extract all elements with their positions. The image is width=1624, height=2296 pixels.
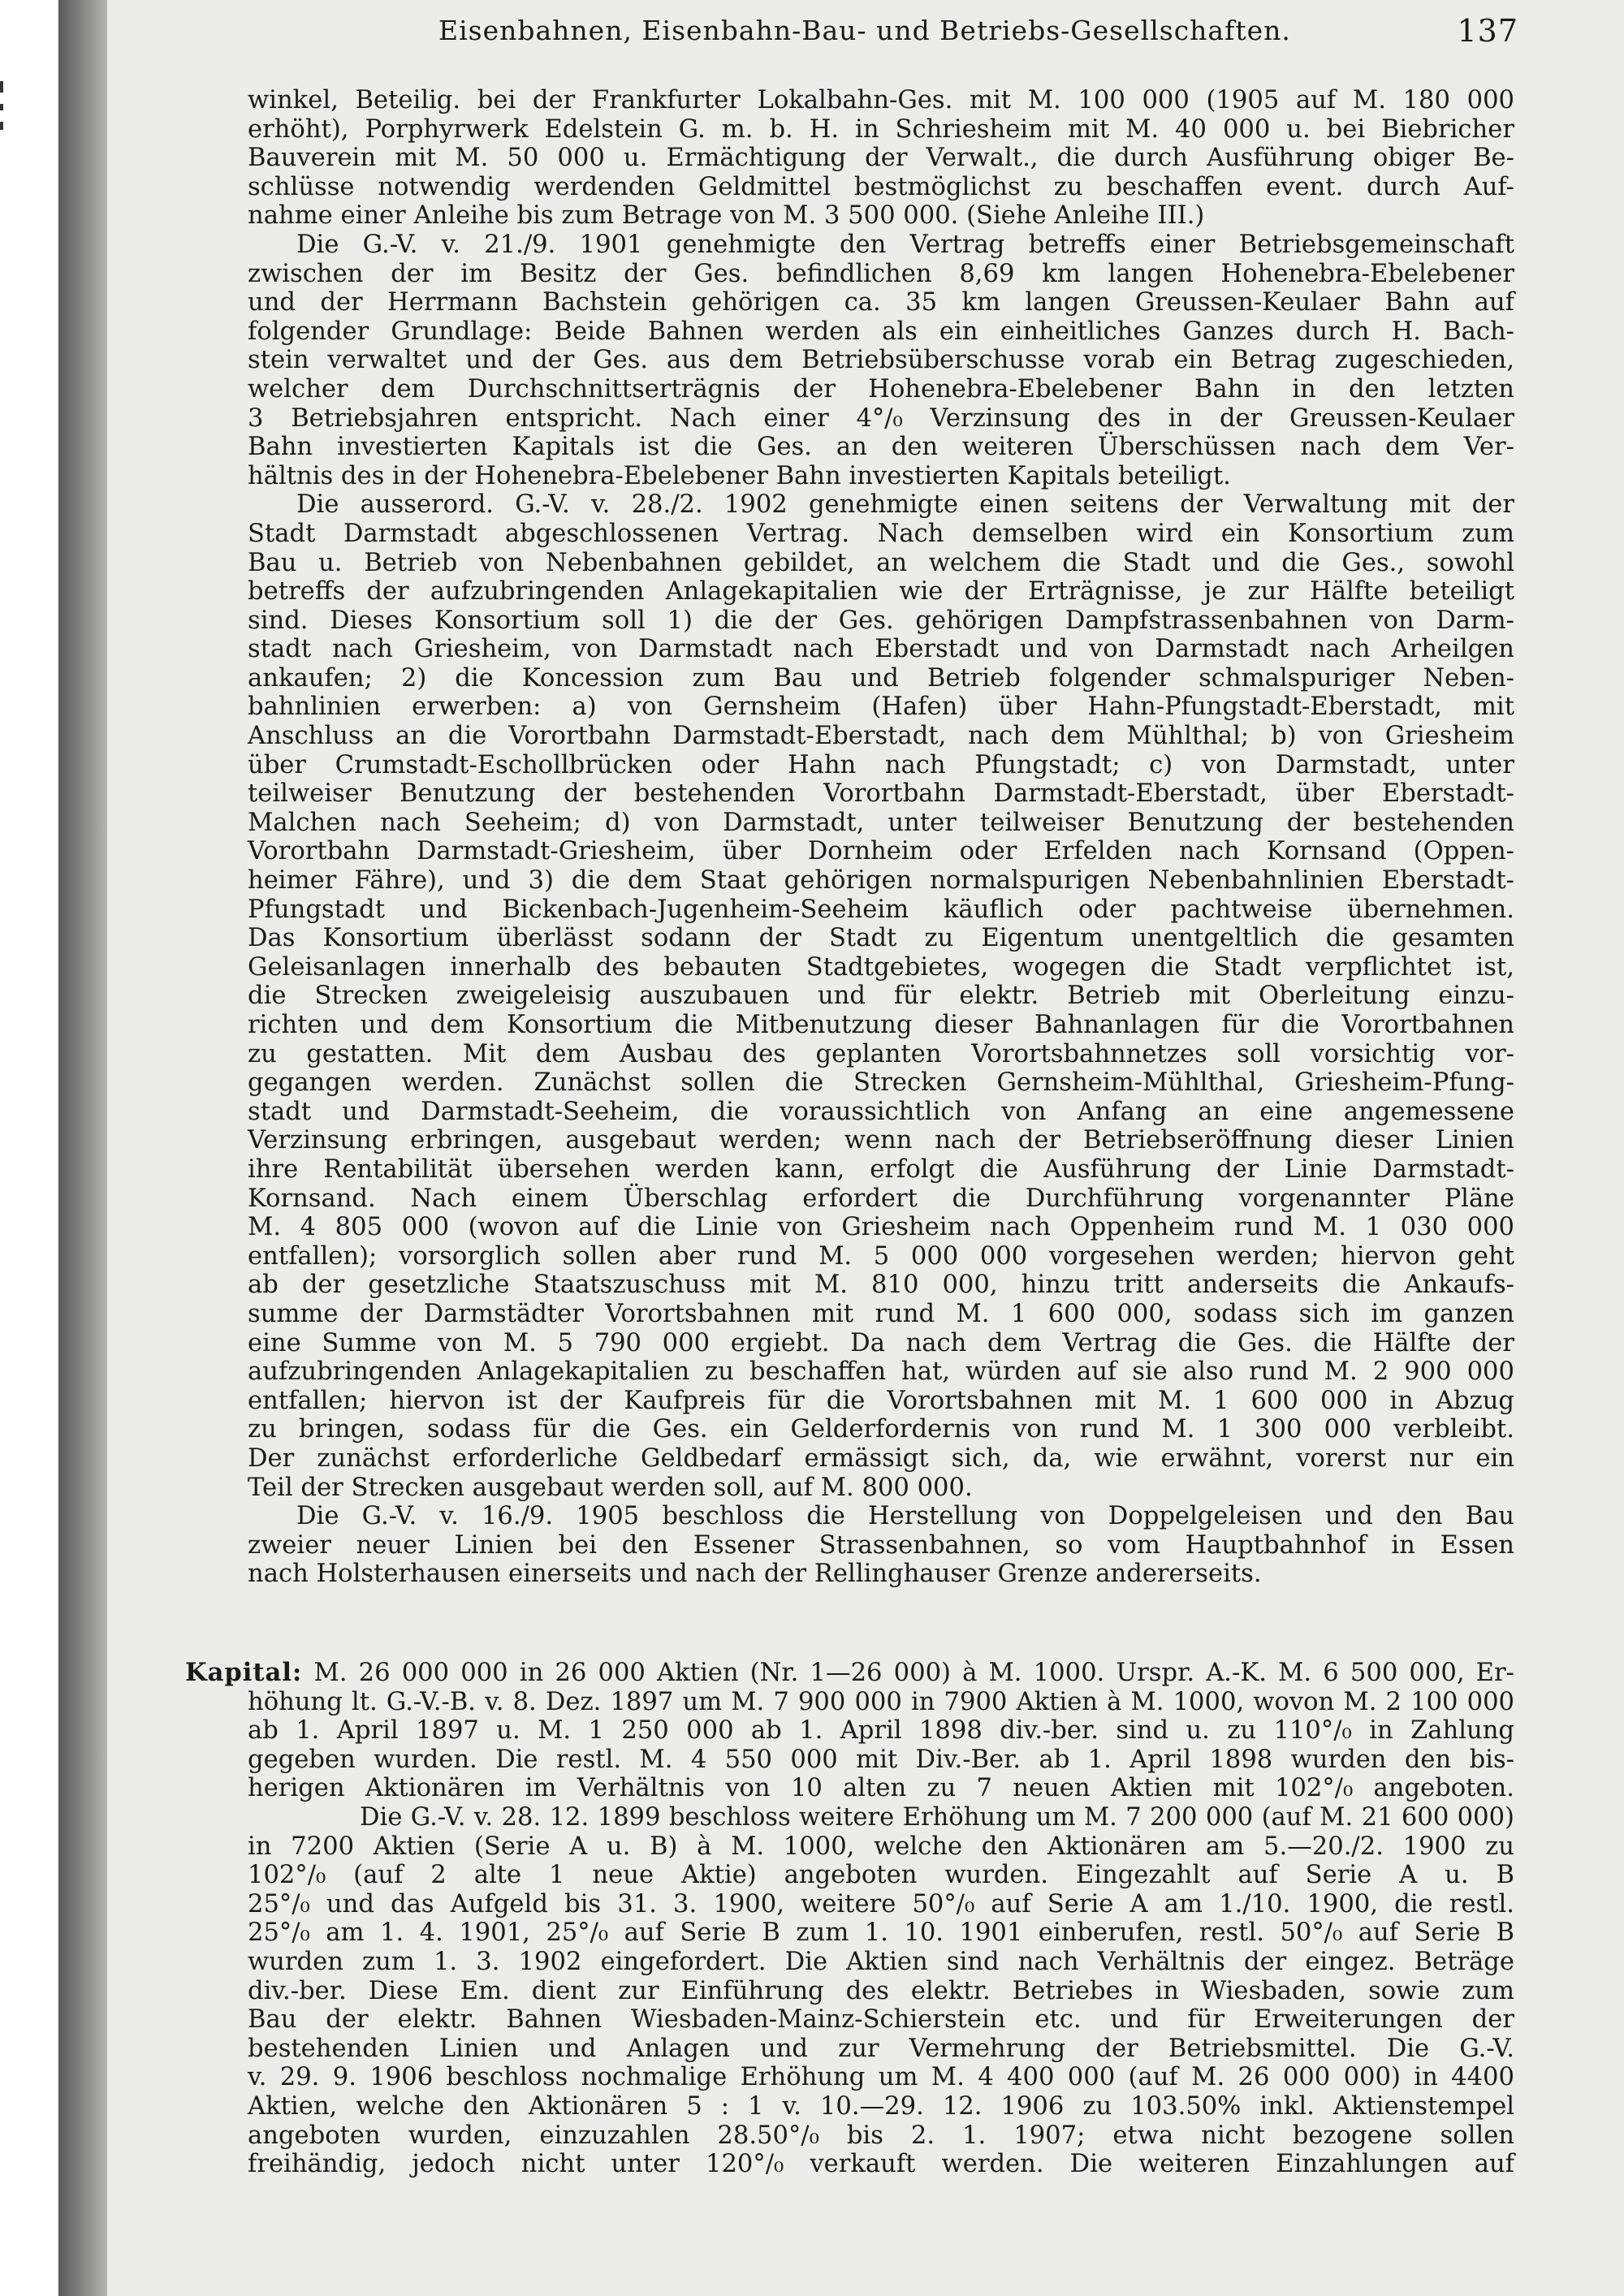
text-line: stadt nach Griesheim, von Darmstadt nach Eberstadt und von Darmstadt nach Arheilgen — [248, 635, 1514, 664]
text-line: über Crumstadt-Eschollbrücken oder Hahn nach Pfungstadt; c) von Darmstadt, unter — [248, 750, 1514, 779]
kapital-line: herigen Aktionären im Verhältnis von 10 alten zu 7 neuen Aktien mit 102°/₀ angeboten. — [248, 1774, 1514, 1803]
kapital-line: 102°/₀ (auf 2 alte 1 neue Aktie) angeboten wurden. Eingezahlt auf Serie A u. B — [248, 1861, 1514, 1890]
kapital-line: freihändig, jedoch nicht unter 120°/₀ verkauft werden. Die weiteren Einzahlungen auf — [248, 2150, 1514, 2179]
text-line: nahme einer Anleihe bis zum Betrage von M. 3 500 000. (Siehe Anleihe III.) — [248, 201, 1205, 231]
kapital-line: ab 1. April 1897 u. M. 1 250 000 ab 1. April 1898 div.-ber. sind u. zu 110°/₀ in Zahlung — [248, 1716, 1514, 1746]
kapital-line: 25°/₀ und das Aufgeld bis 31. 3. 1900, weitere 50°/₀ auf Serie A am 1./10. 1900, die restl. — [248, 1889, 1514, 1918]
text-line: entfallen); vorsorglich sollen aber rund M. 5 000 000 vorgesehen werden; hiervon geht — [248, 1241, 1514, 1271]
text-line: hältnis des in der Hohenebra-Ebelebener Bahn investierten Kapitals beteiligt. — [248, 461, 1231, 490]
paragraph — [248, 490, 1514, 1502]
kapital-line: höhung lt. G.-V.-B. v. 8. Dez. 1897 um M. 7 900 000 in 7900 Aktien à M. 1000, wovon M. 2 100 000 — [248, 1687, 1514, 1716]
kapital-line: Die G.-V. v. 28. 12. 1899 beschloss weitere Erhöhung um M. 7 200 000 (auf M. 21 600 000) — [360, 1802, 1514, 1832]
paragraph — [248, 231, 1514, 490]
kapital-line: angeboten wurden, einzuzahlen 28.50°/₀ bis 2. 1. 1907; etwa nicht bezogene sollen — [248, 2121, 1514, 2150]
kapital-continuation — [185, 1688, 1514, 2179]
text-line: Vorortbahn Darmstadt-Griesheim, über Dornheim oder Erfelden nach Kornsand (Oppen- — [248, 837, 1514, 866]
kapital-line: v. 29. 9. 1906 beschloss nochmalige Erhöhung um M. 4 400 000 (auf M. 26 000 000) in 4400 — [248, 2063, 1514, 2092]
kapital-paragraph-2 — [248, 1803, 1514, 2179]
text-line: Bau u. Betrieb von Nebenbahnen gebildet, an welchem die Stadt und die Ges., sowohl — [248, 548, 1514, 577]
text-line: welcher dem Durchschnittserträgnis der Hohenebra-Ebelebener Bahn in den letzten — [248, 374, 1514, 404]
text-line: betreffs der aufzubringenden Anlagekapitalien wie der Erträgnisse, je zur Hälfte beteiligt — [248, 577, 1514, 606]
text-line: summe der Darmstädter Vorortsbahnen mit rund M. 1 600 000, sodass sich im ganzen — [248, 1299, 1514, 1328]
text-line: zwischen der im Besitz der Ges. befindlichen 8,69 km langen Hohenebra-Ebelebener — [248, 259, 1514, 288]
kapital-section — [185, 1659, 1514, 2179]
text-line: zu gestatten. Mit dem Ausbau des geplanten Vorortsbahnnetzes soll vorsichtig vor- — [248, 1039, 1514, 1068]
kapital-line: wurden zum 1. 3. 1902 eingefordert. Die Aktien sind nach Verhältnis der eingez. Beträge — [248, 1947, 1514, 1976]
text-line: Bahn investierten Kapitals ist die Ges. an den weiteren Überschüssen nach dem Ver- — [248, 433, 1514, 462]
page-margin-left — [0, 0, 57, 2296]
kapital-line: in 7200 Aktien (Serie A u. B) à M. 1000, welche den Aktionären am 5.—20./2. 1900 zu — [248, 1832, 1514, 1861]
text-line: Der zunächst erforderliche Geldbedarf ermässigt sich, da, wie erwähnt, vorerst nur ein — [248, 1444, 1514, 1473]
text-line: aufzubringenden Anlagekapitalien zu beschaffen hat, würden auf sie also rund M. 2 900 000 — [248, 1357, 1514, 1387]
text-line: ihre Rentabilität übersehen werden kann, erfolgt die Ausführung der Linie Darmstadt- — [248, 1154, 1514, 1184]
text-line: heimer Fähre), und 3) die dem Staat gehörigen normalspurigen Nebenbahnlinien Eberstadt- — [248, 866, 1514, 896]
text-line: Stadt Darmstadt abgeschlossenen Vertrag. Nach demselben wird ein Konsortium zum — [248, 519, 1514, 548]
text-line: Kornsand. Nach einem Überschlag erfordert die Durchführung vorgenannter Pläne — [248, 1184, 1514, 1213]
kapital-line: bestehenden Linien und Anlagen und zur Vermehrung der Betriebsmittel. Die G.-V. — [248, 2034, 1514, 2063]
text-line: M. 4 805 000 (wovon auf die Linie von Griesheim nach Oppenheim rund M. 1 030 000 — [248, 1213, 1514, 1242]
kapital-first-text: M. 26 000 000 in 26 000 Aktien (Nr. 1—26 000) à M. 1000. Urspr. A.-K. M. 6 500 000, Er- — [313, 1659, 1514, 1687]
kapital-first-line — [185, 1659, 1514, 1688]
text-line: ab der gesetzliche Staatszuschuss mit M. 810 000, hinzu tritt anderseits die Ankaufs- — [248, 1271, 1514, 1300]
text-line: folgender Grundlage: Beide Bahnen werden als ein einheitliches Ganzes durch H. Bach- — [248, 317, 1514, 346]
text-line: Geleisanlagen innerhalb des bebauten Stadtgebietes, wogegen die Stadt verpflichtet ist, — [248, 952, 1514, 982]
text-line: Malchen nach Seeheim; d) von Darmstadt, unter teilweiser Benutzung der bestehenden — [248, 808, 1514, 837]
edge-marks — [0, 81, 5, 141]
text-line: entfallen; hiervon ist der Kaufpreis für die Vorortsbahnen mit M. 1 600 000 in Abzug — [248, 1386, 1514, 1415]
text-line: teilweiser Benutzung der bestehenden Vorortbahn Darmstadt-Eberstadt, über Eberstadt- — [248, 779, 1514, 809]
text-line: nach Holsterhausen einerseits und nach der Rellinghauser Grenze andererseits. — [248, 1560, 1262, 1589]
page-number: 137 — [1457, 13, 1518, 49]
text-line: gegangen werden. Zunächst sollen die Strecken Gernsheim-Mühlthal, Griesheim-Pfung- — [248, 1068, 1514, 1098]
text-line: Anschluss an die Vorortbahn Darmstadt-Eberstadt, nach dem Mühlthal; b) von Griesheim — [248, 722, 1514, 751]
text-line: und der Herrmann Bachstein gehörigen ca. 35 km langen Greussen-Keulaer Bahn auf — [248, 288, 1514, 317]
kapital-line: gegeben wurden. Die restl. M. 4 550 000 mit Div.-Ber. ab 1. April 1898 wurden den bis- — [248, 1745, 1514, 1774]
text-line: stadt und Darmstadt-Seeheim, die voraussichtlich von Anfang an eine angemessene — [248, 1097, 1514, 1126]
text-line: Die ausserord. G.-V. v. 28./2. 1902 genehmigte einen seitens der Verwaltung mit der — [296, 490, 1514, 520]
header-title: Eisenbahnen, Eisenbahn-Bau- und Betriebs-Gesellschaften. — [438, 15, 1291, 46]
text-line: stein verwaltet und der Ges. aus dem Betriebsüberschusse vorab ein Betrag zugeschieden, — [248, 346, 1514, 375]
text-line: winkel, Beteilig. bei der Frankfurter Lokalbahn-Ges. mit M. 100 000 (1905 auf M. 180 000 — [248, 86, 1514, 114]
kapital-line: div.-ber. Diese Em. dient zur Einführung des elektr. Betriebes in Wiesbaden, sowie zum — [248, 1976, 1514, 2005]
text-line: die Strecken zweigeleisig auszubauen und für elektr. Betrieb mit Oberleitung einzu- — [248, 982, 1514, 1011]
kapital-line: Aktien, welche den Aktionären 5 : 1 v. 10.—29. 12. 1906 zu 103.50% inkl. Aktienstempel — [248, 2091, 1514, 2121]
paragraph — [248, 86, 1514, 231]
text-line: zu bringen, sodass für die Ges. ein Gelderfordernis von rund M. 1 300 000 verbleibt. — [248, 1415, 1514, 1444]
text-line: Das Konsortium überlässt sodann der Stadt zu Eigentum unentgeltlich die gesamten — [248, 924, 1514, 953]
paragraph — [248, 1502, 1514, 1589]
text-line: ankaufen; 2) die Koncession zum Bau und Betrieb folgender schmalspuriger Neben- — [248, 663, 1514, 693]
text-line: Die G.-V. v. 21./9. 1901 genehmigte den Vertrag betreffs einer Betriebsgemeinschaft — [296, 230, 1514, 259]
text-line: erhöht), Porphyrwerk Edelstein G. m. b. H. in Schriesheim mit M. 40 000 u. bei Biebricher — [248, 114, 1514, 144]
text-line: Teil der Strecken ausgebaut werden soll, auf M. 800 000. — [248, 1473, 973, 1502]
text-line: Verzinsung erbringen, ausgebaut werden; wenn nach der Betriebseröffnung dieser Linien — [248, 1126, 1514, 1155]
book-binding-shadow — [58, 0, 107, 2296]
text-line: eine Summe von M. 5 790 000 ergiebt. Da nach dem Vertrag die Ges. die Hälfte der — [248, 1328, 1514, 1357]
text-line: Bauverein mit M. 50 000 u. Ermächtigung der Verwalt., die durch Ausführung obiger Be- — [248, 144, 1514, 173]
text-line: 3 Betriebsjahren entspricht. Nach einer 4°/₀ Verzinsung des in der Greussen-Keulaer — [248, 404, 1514, 433]
text-line: richten und dem Konsortium die Mitbenutzung dieser Bahnanlagen für die Vorortbahnen — [248, 1011, 1514, 1039]
text-line: zweier neuer Linien bei den Essener Strassenbahnen, so vom Hauptbahnhof in Essen — [248, 1530, 1514, 1560]
kapital-line: Bau der elektr. Bahnen Wiesbaden-Mainz-Schierstein etc. und für Erweiterungen der — [248, 2005, 1514, 2035]
running-header — [438, 8, 1518, 54]
text-line: Die G.-V. v. 16./9. 1905 beschloss die Herstellung von Doppelgeleisen und den Bau — [296, 1502, 1514, 1531]
body-text — [248, 86, 1514, 1589]
kapital-label: Kapital: — [185, 1658, 303, 1687]
text-line: bahnlinien erwerben: a) von Gernsheim (Hafen) über Hahn-Pfungstadt-Eberstadt, mit — [248, 693, 1514, 722]
text-line: Pfungstadt und Bickenbach-Jugenheim-Seeheim käuflich oder pachtweise übernehmen. — [248, 895, 1514, 924]
text-line: schlüsse notwendig werdenden Geldmittel bestmöglichst zu beschaffen event. durch Auf- — [248, 172, 1514, 201]
kapital-line: 25°/₀ am 1. 4. 1901, 25°/₀ auf Serie B zum 1. 10. 1901 einberufen, restl. 50°/₀ auf Serie B — [248, 1918, 1514, 1948]
text-line: sind. Dieses Konsortium soll 1) die der Ges. gehörigen Dampfstrassenbahnen von Darm- — [248, 606, 1514, 635]
